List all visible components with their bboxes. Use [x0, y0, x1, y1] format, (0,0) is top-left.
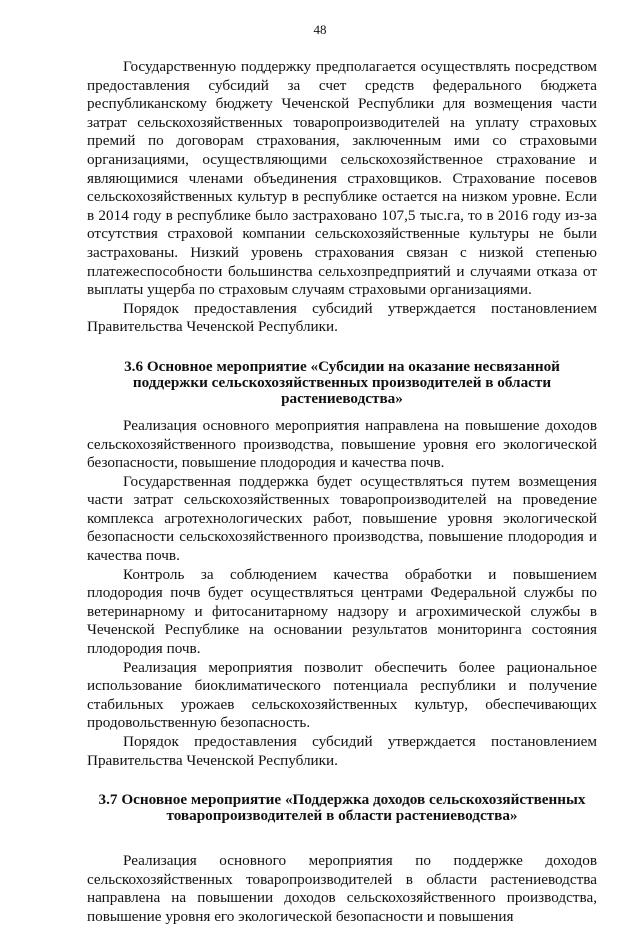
section-3-7-paragraph: Реализация основного мероприятия по поддержке доходов сельскохозяйственных товаропроизводителей в области растениеводства направлена на повышении доходов сельскохозяйственного производства, повышение уровня его экологической безопасности и повышения [87, 852, 597, 925]
section-3-6-paragraph: Порядок предоставления субсидий утверждается постановлением Правительства Чеченской Республики. [87, 733, 597, 769]
section-3-7-heading [87, 792, 597, 824]
section-3-6-paragraph: Государственная поддержка будет осуществляться путем возмещения части затрат сельскохозяйственных товаропроизводителей на проведение комплекса агротехнологических работ, повышение уровня экологической безопасности сельскохозяйственного производства, повышение плодородия и качества почв. [87, 472, 597, 565]
section-3-6-heading-line: поддержки сельскохозяйственных производителей в области [132, 373, 552, 391]
page-content [87, 58, 597, 927]
section-3-6-paragraph: Контроль за соблюдением качества обработки и повышением плодородия почв будет осуществляться центрами Федеральной службы по ветеринарному и фитосанитарному надзору и агрохимической службы в Чеченской Республике на основании результатов мониторинга состояния плодородия почв. [87, 565, 597, 658]
page-number: 48 [313, 22, 327, 37]
paragraph-insurance-support: Государственную поддержку предполагается осуществлять посредством предоставления субсидий за счет средств федерального бюджета республиканскому бюджету Чеченской Республики для возмещения части затрат сельскохозяйственных товаропроизводителей на уплату страховых премий по договорам страхования, заключенным ими со страховыми организациями, осуществляющими сельскохозяйственное страхование и являющимися членами объединения страховщиков. Страхование посевов сельскохозяйственных культур в республике остается на низком уровне. Если в 2014 году в республике было застраховано 107,5 тыс.га, то в 2016 году из-за отсутствия страховой компании сельскохозяйственные культуры не были застрахованы. Низкий уровень страхования связан с низкой степенью платежеспособности большинства сельхозпредприятий и случаями отказа от выплаты ущерба по страховым случаям страховыми организациями. [87, 58, 597, 299]
section-3-7-heading-line: товаропроизводителей в области растениеводства» [166, 807, 518, 825]
section-3-6-heading [87, 359, 597, 407]
section-3-6-heading-line: 3.6 Основное мероприятие «Субсидии на оказание несвязанной [124, 357, 560, 375]
section-3-6-paragraph: Реализация мероприятия позволит обеспечить более рациональное использование биоклиматического потенциала республики и получение стабильных урожаев сельскохозяйственных культур, обеспечивающих продовольственную безопасность. [87, 658, 597, 732]
section-3-7-heading-line: 3.7 Основное мероприятие «Поддержка доходов сельскохозяйственных [98, 791, 586, 809]
paragraph-subsidy-procedure: Порядок предоставления субсидий утверждается постановлением Правительства Чеченской Республики. [87, 299, 597, 336]
section-3-6-heading-line: растениеводства» [281, 389, 403, 407]
section-3-6-paragraph: Реализация основного мероприятия направлена на повышение доходов сельскохозяйственного производства, повышение уровня его экологической безопасности, повышение плодородия и качества почв. [87, 416, 597, 472]
